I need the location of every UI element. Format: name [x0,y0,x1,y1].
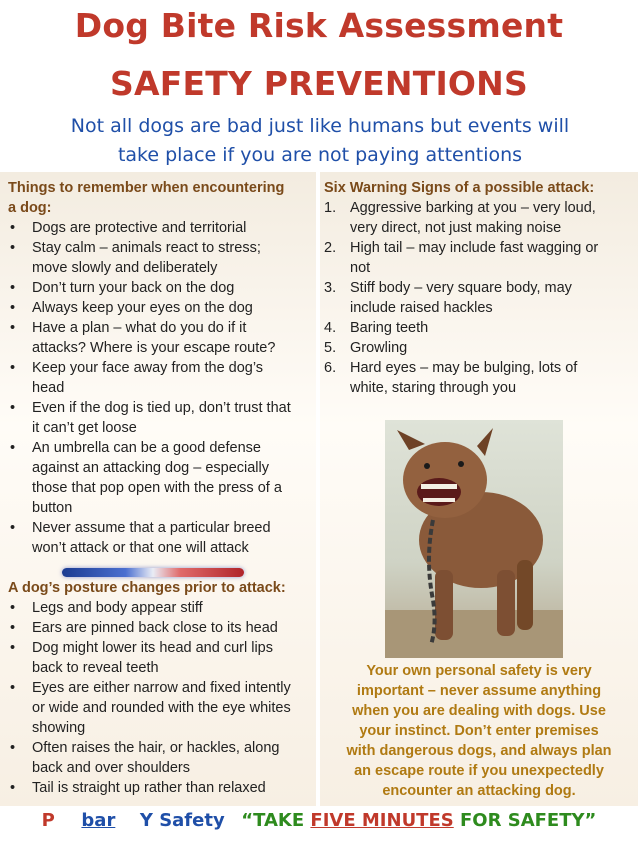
list-item [324,358,598,398]
list-item-line: • Legs and body appear stiff [32,600,203,616]
list-item-line: • Even if the dog is tied up, don’t trust that [32,400,291,416]
footer-bar: bar [81,810,116,831]
list-item-line: head [32,380,65,396]
list-item [324,338,598,358]
list-item-line: back and over shoulders [32,760,190,776]
list-item-line: • Ears are pinned back close to its head [32,620,278,636]
list-item [8,638,291,678]
list-item-line: include raised hackles [350,300,493,316]
list-item-number: 1. [324,200,337,216]
page-subtitle: SAFETY PREVENTIONS [110,64,528,103]
list-item-line: • Often raises the hair, or hackles, along [32,740,280,756]
list-item-number: 3. [324,280,337,296]
list-item [324,198,598,238]
footer-quote-open: “TAKE [241,810,311,831]
list-item-line: back to reveal teeth [32,660,159,676]
list-item-line: move slowly and deliberately [32,260,218,276]
list-item-number: 5. [324,340,337,356]
list-item-line: attacks? Where is your escape route? [32,340,276,356]
list-item-line: • Keep your face away from the dog’s [32,360,264,376]
list-item-line: Baring teeth [350,320,429,336]
list-item-line: • Dog might lower its head and curl lips [32,640,273,656]
page-title: Dog Bite Risk Assessment [74,6,564,45]
list-item-line: • Never assume that a particular breed [32,520,271,536]
list-item [8,518,291,558]
tagline-line-1: Not all dogs are bad just like humans but events will [70,115,570,137]
list-item-line: Aggressive barking at you – very loud, [350,200,596,216]
dog-illustration [385,420,563,658]
warning-heading: Six Warning Signs of a possible attack: [324,180,595,196]
posture-list [8,598,291,798]
list-item-line: it can’t get loose [32,420,137,436]
list-item [8,598,291,618]
list-item [8,738,291,778]
footer-y-safety: Y Safety [139,810,225,831]
list-item-line: • An umbrella can be a good defense [32,440,261,456]
list-item [324,318,598,338]
encounter-list [8,218,291,558]
list-item-line: against an attacking dog – especially [32,460,269,476]
list-item-line: • Stay calm – animals react to stress; [32,240,261,256]
footer-five-minutes: FIVE MINUTES [310,810,454,831]
footer-quote-close: FOR SAFETY” [453,810,597,831]
safety-line: your instinct. Don’t enter premises [359,723,599,739]
list-item [324,278,598,318]
warning-list [324,198,598,398]
list-item-line: very direct, not just making noise [350,220,562,236]
list-item-line: • Eyes are either narrow and fixed intently [32,680,291,696]
tagline-line-2: take place if you are not paying attentions [117,144,523,166]
list-item [8,298,291,318]
list-item-line: those that pop open with the press of a [32,480,282,496]
list-item-line: • Always keep your eyes on the dog [32,300,253,316]
list-item [8,438,291,518]
list-item-line: • Tail is straight up rather than relaxed [32,780,266,796]
list-item-line: Growling [350,340,408,356]
list-item-line: button [32,500,73,516]
list-item-number: 4. [324,320,337,336]
left-panel [0,172,316,806]
encounter-heading-line-2: a dog: [8,200,52,216]
list-item [8,278,291,298]
list-item [8,618,291,638]
footer-slogan [0,806,638,836]
footer-p: P [41,810,55,831]
list-item-line: High tail – may include fast wagging or [350,240,599,256]
safety-line: with dangerous dogs, and always plan [346,743,612,759]
safety-line: Your own personal safety is very [366,663,592,679]
list-item [8,358,291,398]
list-item [8,778,291,798]
list-item-line: white, staring through you [350,380,517,396]
encounter-heading-line-1: Things to remember when encountering [8,180,285,196]
tagline [20,112,620,170]
list-item [8,238,291,278]
list-item [324,238,598,278]
list-item-line: Stiff body – very square body, may [350,280,572,296]
list-item-line: showing [32,720,86,736]
list-item-number: 2. [324,240,337,256]
list-item-line: or wide and rounded with the eye whites [32,700,291,716]
safety-message [328,661,630,801]
safety-line: encounter an attacking dog. [382,783,576,799]
aggressive-dog-photo-icon [385,420,563,658]
list-item-line: not [350,260,371,276]
list-item-line: • Have a plan – what do you do if it [32,320,247,336]
decorative-divider [62,568,244,577]
safety-line: important – never assume anything [356,683,602,699]
list-item [8,218,291,238]
list-item-number: 6. [324,360,337,376]
list-item [8,678,291,738]
list-item-line: Hard eyes – may be bulging, lots of [350,360,578,376]
list-item-line: • Dogs are protective and territorial [32,220,247,236]
list-item-line: won’t attack or that one will attack [32,540,249,556]
list-item-line: • Don’t turn your back on the dog [32,280,235,296]
posture-heading: A dog’s posture changes prior to attack: [8,580,286,596]
safety-line: when you are dealing with dogs. Use [352,703,606,719]
list-item [8,318,291,358]
safety-line: an escape route if you unexpectedly [354,763,604,779]
encounter-heading [8,178,284,218]
list-item [8,398,291,438]
